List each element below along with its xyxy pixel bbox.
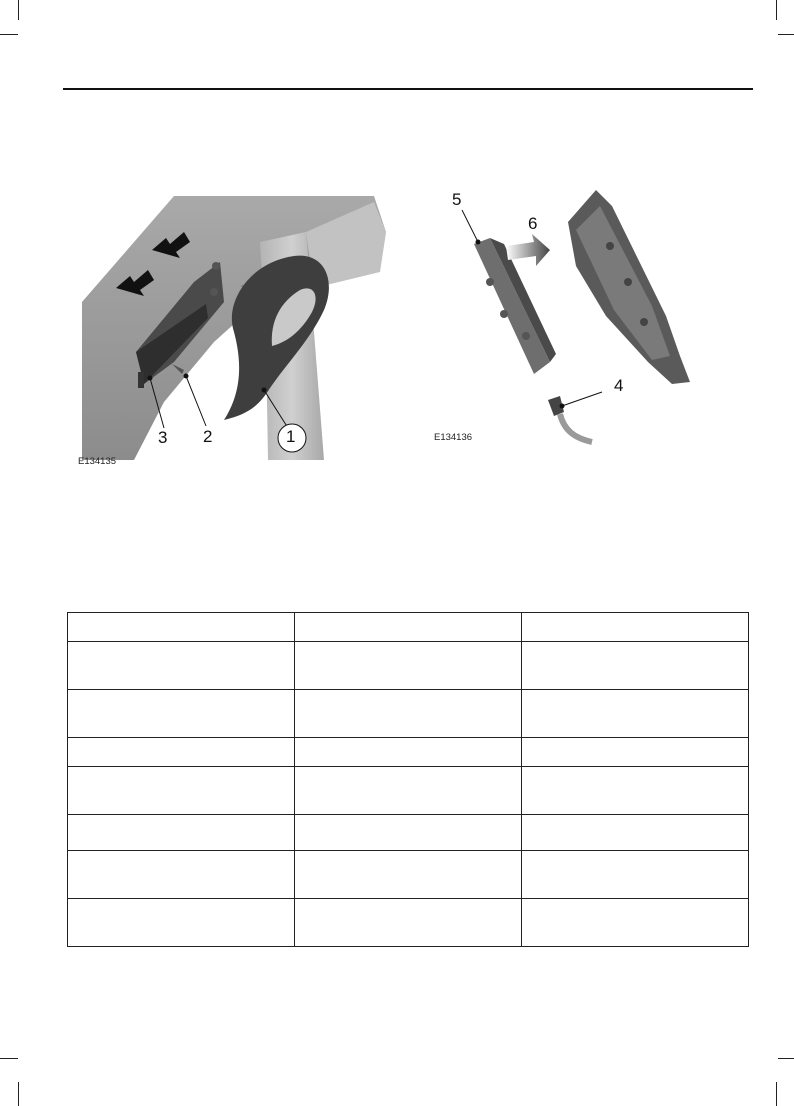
table-cell: [68, 767, 295, 815]
figure-code: E134136: [434, 432, 473, 443]
table-row: [68, 767, 749, 815]
table-cell: [522, 815, 749, 851]
table-cell: [295, 851, 522, 899]
table-cell: [68, 815, 295, 851]
crop-mark: [18, 0, 19, 20]
callout-5: 5: [452, 190, 462, 209]
table-cell: [295, 815, 522, 851]
table-cell: [295, 738, 522, 767]
table-cell: [295, 642, 522, 690]
callout-4: 4: [614, 376, 624, 395]
figure-grab-handle: [74, 192, 390, 474]
callout-2: 2: [203, 427, 213, 446]
table-cell: [522, 642, 749, 690]
crop-mark: [776, 1082, 777, 1106]
table-cell: [68, 690, 295, 738]
table-cell: [295, 899, 522, 947]
table-cell: [68, 738, 295, 767]
table-row: [68, 613, 749, 642]
callout-1: 1: [286, 427, 296, 446]
figure-switch-module: [430, 186, 710, 448]
header-rule: [63, 88, 753, 90]
table-cell: [522, 899, 749, 947]
table-row: [68, 899, 749, 947]
crop-mark: [778, 34, 794, 35]
figure-code: E134135: [78, 456, 117, 467]
spec-table: [67, 612, 749, 947]
callout-6: 6: [528, 214, 538, 233]
crop-mark: [0, 1058, 18, 1059]
table-cell: [295, 767, 522, 815]
table-cell: [522, 738, 749, 767]
grab-handle-illustration: [74, 192, 390, 474]
table-row: [68, 738, 749, 767]
crop-mark: [778, 1058, 794, 1059]
table-cell: [68, 613, 295, 642]
table-row: [68, 815, 749, 851]
crop-mark: [0, 34, 18, 35]
table-cell: [522, 690, 749, 738]
table-cell: [522, 767, 749, 815]
table-row: [68, 690, 749, 738]
table-cell: [68, 851, 295, 899]
table-cell: [68, 642, 295, 690]
crop-mark: [18, 1082, 19, 1106]
table-row: [68, 642, 749, 690]
switch-module-illustration: [430, 186, 710, 448]
table-cell: [522, 851, 749, 899]
table-row: [68, 851, 749, 899]
crop-mark: [776, 0, 777, 20]
table-cell: [522, 613, 749, 642]
table-cell: [295, 690, 522, 738]
table-cell: [295, 613, 522, 642]
callout-3: 3: [158, 428, 168, 447]
table-cell: [68, 899, 295, 947]
